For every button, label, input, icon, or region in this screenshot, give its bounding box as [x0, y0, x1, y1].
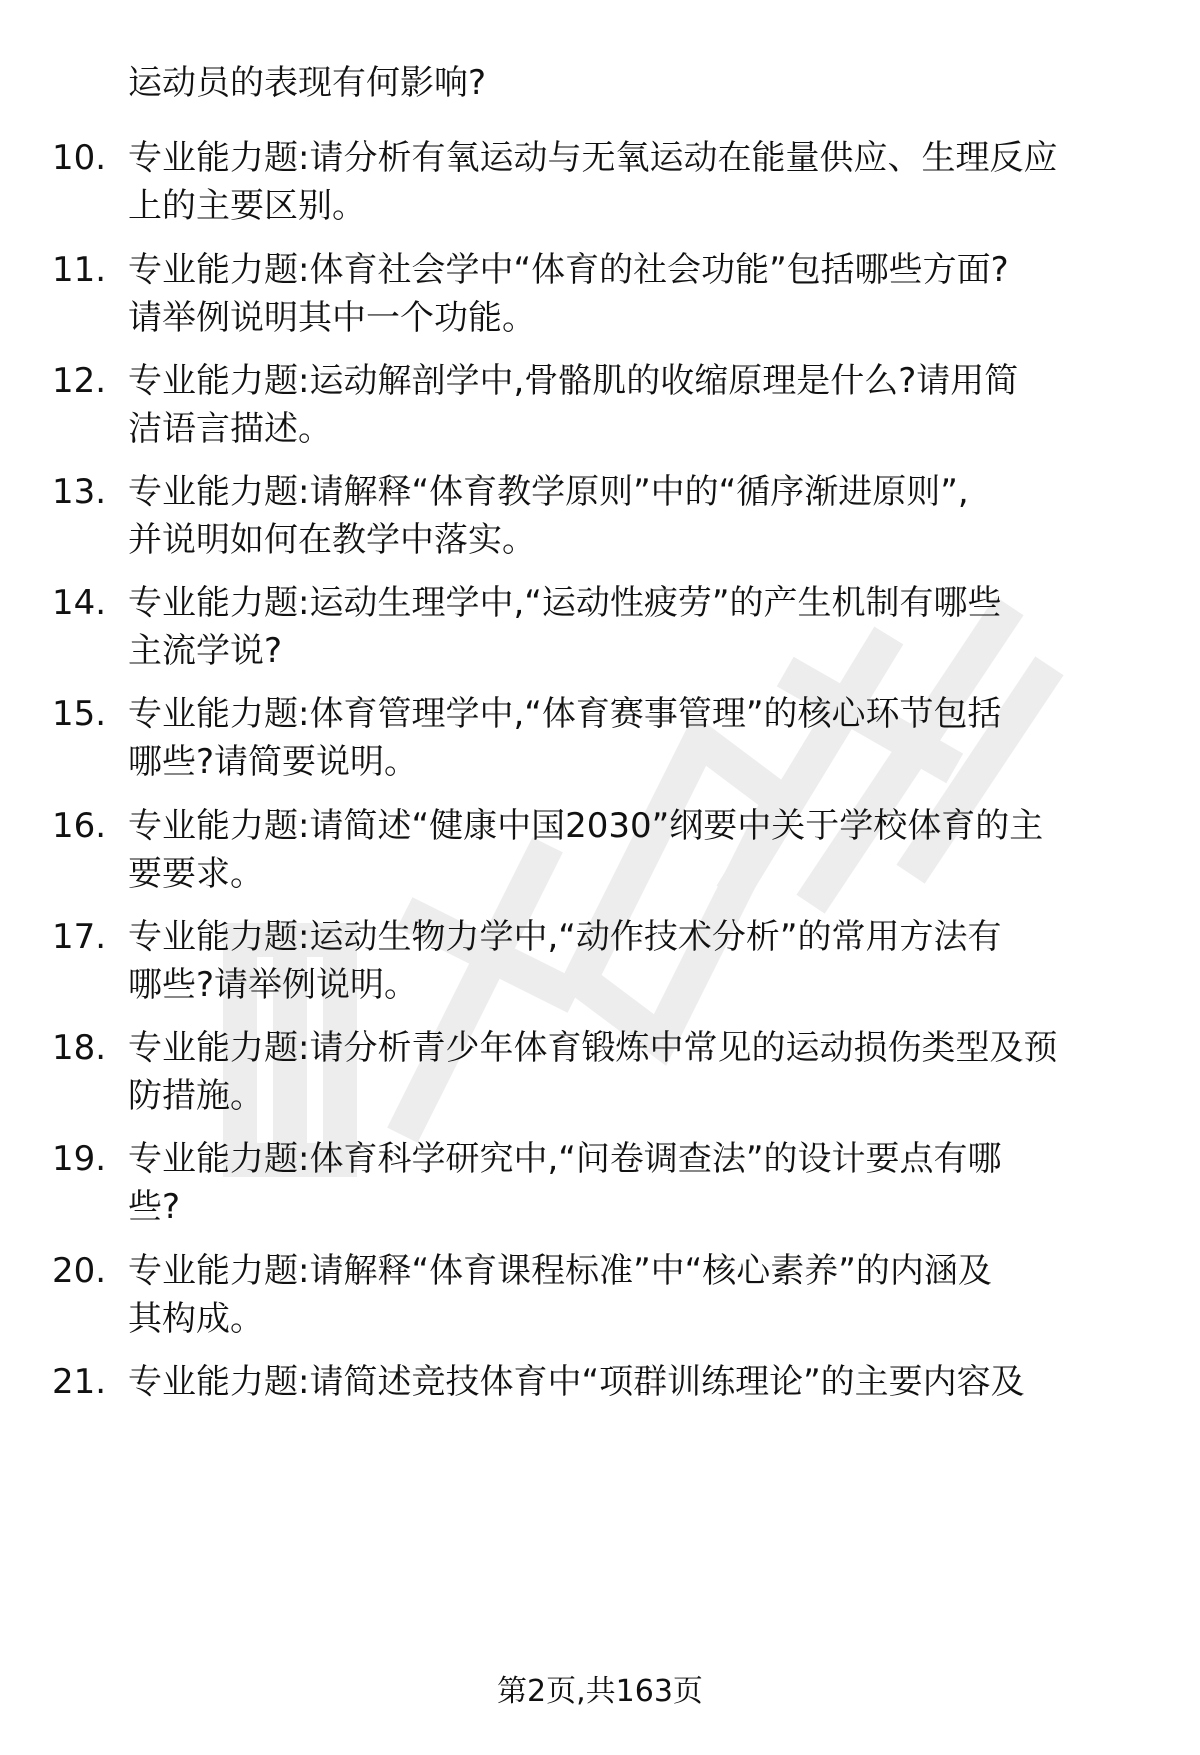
question-text-line: 专业能力题:体育科学研究中,“问卷调查法”的设计要点有哪 [128, 1139, 1002, 1179]
question-text-line: 主流学说? [128, 631, 283, 671]
question-text-line: 专业能力题:请简述“健康中国2030”纲要中关于学校体育的主 [128, 806, 1044, 846]
question-text-line: 要要求。 [128, 854, 264, 894]
question-number: 14. [52, 583, 107, 623]
question-text-line: 专业能力题:请简述竞技体育中“项群训练理论”的主要内容及 [128, 1362, 1025, 1402]
page-footer: 第2页,共163页 [497, 1674, 703, 1709]
question-number: 17. [52, 917, 107, 957]
question-number: 13. [52, 472, 107, 512]
question-text-line: 哪些?请简要说明。 [128, 742, 419, 782]
continuation-line: 运动员的表现有何影响? [128, 63, 487, 103]
question-text-line: 并说明如何在教学中落实。 [128, 520, 536, 560]
question-number: 15. [52, 694, 107, 734]
question-text-line: 专业能力题:请分析青少年体育锻炼中常见的运动损伤类型及预 [128, 1028, 1058, 1068]
question-text-line: 专业能力题:请解释“体育课程标准”中“核心素养”的内涵及 [128, 1251, 992, 1291]
question-number: 21. [52, 1362, 107, 1402]
watermark [180, 560, 1080, 1210]
question-text-line: 哪些?请举例说明。 [128, 965, 419, 1005]
question-text-line: 洁语言描述。 [128, 409, 332, 449]
question-number: 16. [52, 806, 107, 846]
question-text-line: 请举例说明其中一个功能。 [128, 298, 536, 338]
question-number: 11. [52, 250, 107, 290]
question-text-line: 专业能力题:运动解剖学中,骨骼肌的收缩原理是什么?请用简 [128, 361, 1019, 401]
question-text-line: 专业能力题:运动生物力学中,“动作技术分析”的常用方法有 [128, 917, 1002, 957]
question-text-line: 专业能力题:体育管理学中,“体育赛事管理”的核心环节包括 [128, 694, 1002, 734]
question-text-line: 专业能力题:体育社会学中“体育的社会功能”包括哪些方面? [128, 250, 1009, 290]
question-text-line: 专业能力题:运动生理学中,“运动性疲劳”的产生机制有哪些 [128, 583, 1002, 623]
question-text-line: 上的主要区别。 [128, 186, 366, 226]
question-number: 20. [52, 1251, 107, 1291]
question-number: 18. [52, 1028, 107, 1068]
question-number: 19. [52, 1139, 107, 1179]
question-text-line: 些? [128, 1187, 181, 1227]
question-text-line: 其构成。 [128, 1299, 264, 1339]
question-text-line: 专业能力题:请分析有氧运动与无氧运动在能量供应、生理反应 [128, 138, 1058, 178]
question-text-line: 防措施。 [128, 1076, 264, 1116]
question-number: 12. [52, 361, 107, 401]
question-number: 10. [52, 138, 107, 178]
question-text-line: 专业能力题:请解释“体育教学原则”中的“循序渐进原则”, [128, 472, 969, 512]
